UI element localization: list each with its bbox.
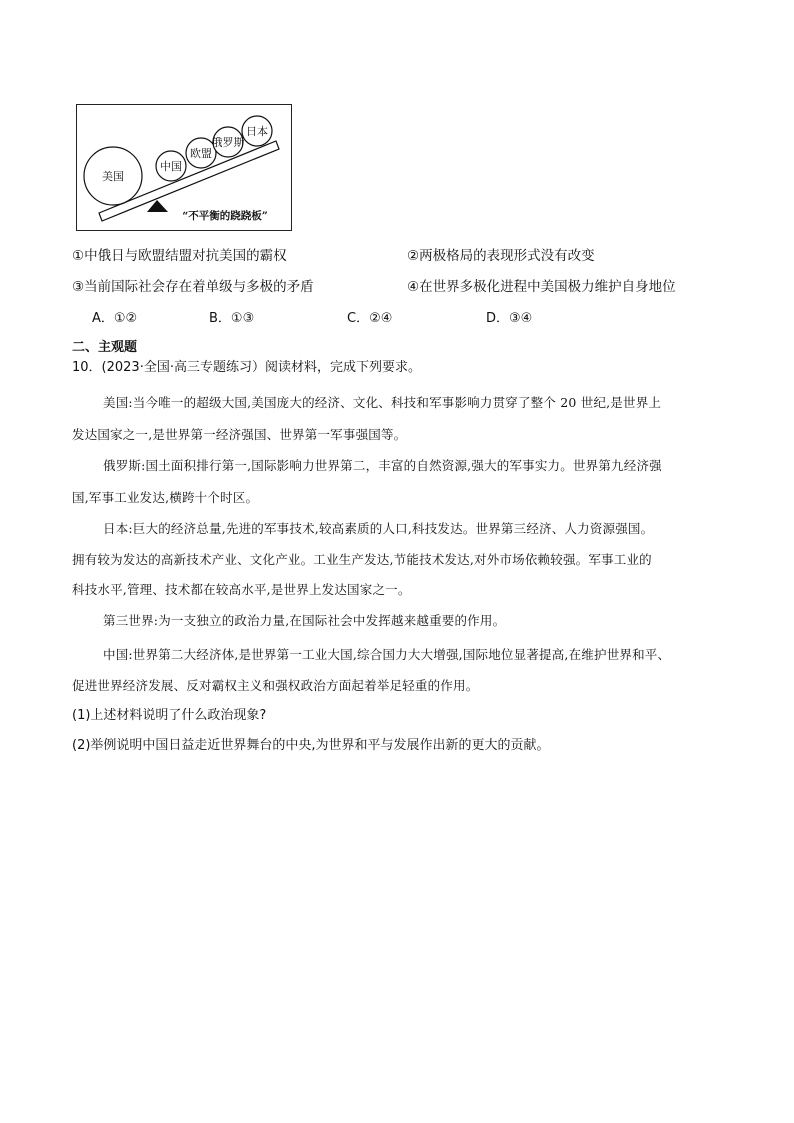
question-header: 10．(2023·全国·高三专题练习）阅读材料，完成下列要求。 (72, 360, 421, 375)
material-line: 发达国家之一,是世界第一经济强国、世界第一军事强国等。 (72, 427, 407, 442)
seesaw-diagram (77, 105, 293, 232)
statement-1: ①中俄日与欧盟结盟对抗美国的霸权 (72, 248, 287, 264)
answer-c[interactable]: C．②④ (347, 311, 393, 326)
statement-3: ③当前国际社会存在着单级与多极的矛盾 (72, 279, 314, 295)
statement-2: ②两极格局的表现形式没有改变 (407, 248, 595, 264)
sub-question-2: (2)举例说明中国日益走近世界舞台的中央,为世界和平与发展作出新的更大的贡献。 (72, 738, 550, 753)
material-line: 拥有较为发达的高新技术产业、文化产业。工业生产发达,节能技术发达,对外市场依赖较强。军事工业的 (72, 552, 652, 567)
country-label-japan: 日本 (246, 125, 268, 138)
material-line: 美国:当今唯一的超级大国,美国庞大的经济、文化、科技和军事影响力贯穿了整个 20 世纪,是世界上 (103, 395, 662, 410)
material-line: 第三世界:为一支独立的政治力量,在国际社会中发挥越来越重要的作用。 (103, 613, 506, 628)
sub-question-1: (1)上述材料说明了什么政治现象? (72, 708, 267, 723)
section-title: 二、主观题 (72, 340, 138, 355)
material-line: 国,军事工业发达,横跨十个时区。 (72, 490, 259, 505)
country-label-russia: 俄罗斯 (211, 136, 245, 149)
answer-d[interactable]: D．③④ (486, 311, 533, 326)
answer-b[interactable]: B．①③ (209, 311, 255, 326)
material-line: 中国:世界第二大经济体,是世界第一工业大国,综合国力大大增强,国际地位显著提高,在维护世界和平、 (103, 647, 671, 662)
material-line: 促进世界经济发展、反对霸权主义和强权政治方面起着举足轻重的作用。 (72, 678, 479, 693)
material-line: 科技水平,管理、技术都在较高水平,是世界上发达国家之一。 (72, 582, 411, 597)
country-label-eu: 欧盟 (190, 147, 212, 160)
seesaw-figure (76, 104, 292, 231)
figure-caption: “不平衡的跷跷板” (182, 210, 268, 222)
country-label-china: 中国 (160, 160, 182, 173)
material-line: 俄罗斯:国土面积排行第一,国际影响力世界第二，丰富的自然资源,强大的军事实力。世界第九经济强 (103, 458, 662, 473)
answer-a[interactable]: A．①② (92, 311, 138, 326)
country-label-usa: 美国 (102, 170, 124, 183)
statement-4: ④在世界多极化进程中美国极力维护自身地位 (407, 279, 676, 295)
material-line: 日本:巨大的经济总量,先进的军事技术,较高素质的人口,科技发达。世界第三经济、人力资源强国。 (103, 521, 654, 536)
